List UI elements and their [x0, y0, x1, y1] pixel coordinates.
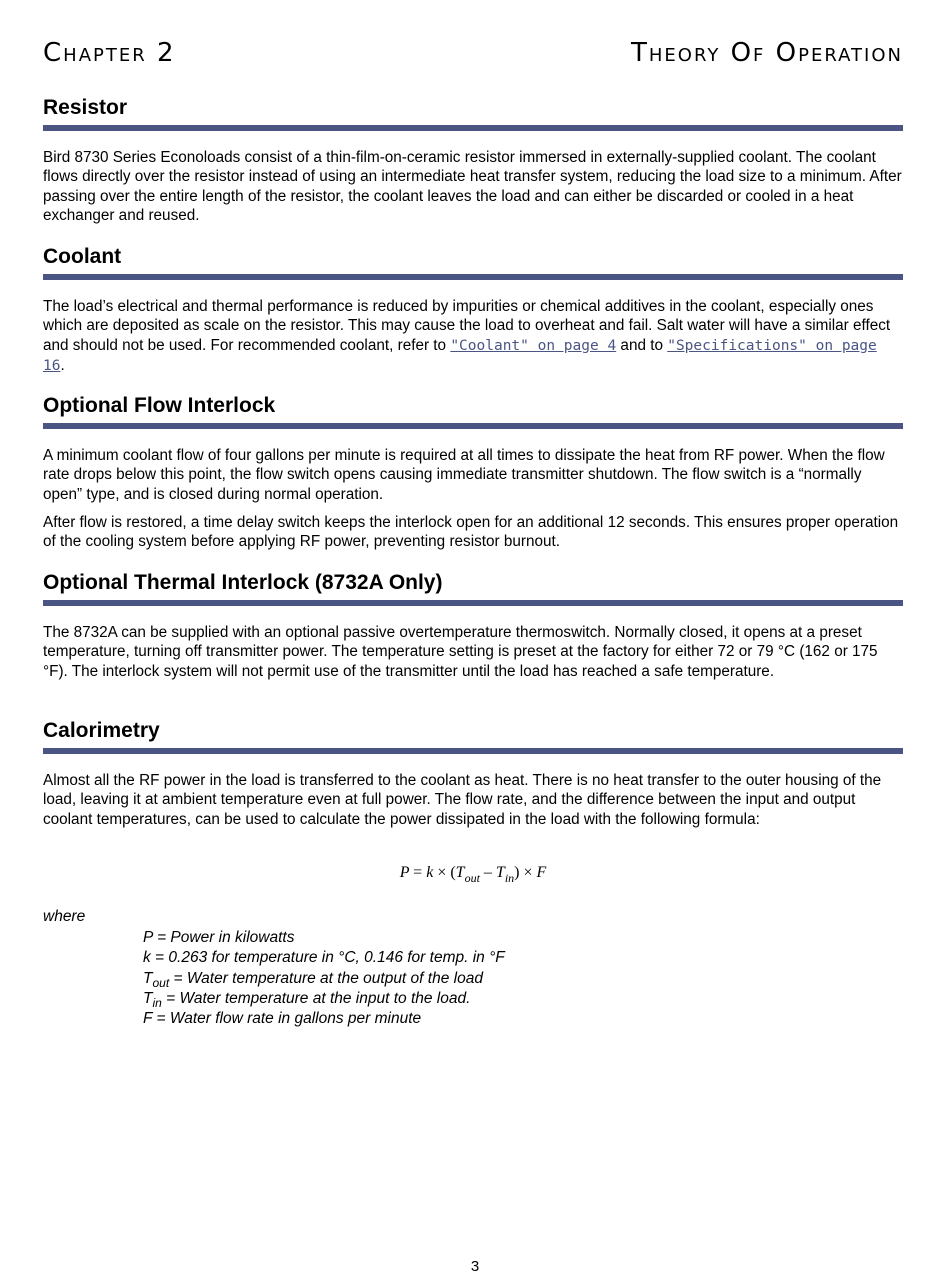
definition-text: = Water temperature at the input to the load.: [161, 989, 471, 1007]
section-heading: Calorimetry: [43, 719, 160, 742]
paragraph: A minimum coolant flow of four gallons per minute is required at all times to dissipate the heat from RF power. When the flow rate drops below this point, the flow switch opens causing immediate transmitter shutdown. The flow switch is a “normally open” type, and is closed during normal operation.: [43, 447, 885, 503]
definition-p: P = Power in kilowatts: [143, 929, 295, 946]
section-rule: [43, 423, 903, 429]
link-specifications-page[interactable]: "Specifications" on page 16: [43, 337, 877, 374]
power-formula: [43, 864, 903, 886]
formula-symbol: k: [426, 864, 434, 881]
section-coolant: [43, 244, 903, 376]
definition-subscript: out: [152, 975, 170, 990]
definition-text: = Water temperature at the output of the load: [169, 969, 483, 987]
link-coolant-page[interactable]: "Coolant" on page 4: [450, 337, 617, 354]
formula-symbol: T: [495, 864, 505, 881]
section-heading: Coolant: [43, 245, 122, 268]
where-label: where: [43, 908, 86, 925]
definition-symbol: T: [143, 989, 153, 1007]
paragraph: The 8732A can be supplied with an optional passive overtemperature thermoswitch. Normally closed, it opens at a preset temperature, turning off transmitter power. The temperature setting is preset at the factory for either 72 or 79 °C (162 or 175 °F). The interlock system will not permit use of the transmitter until the load has reached a safe temperature.: [43, 624, 878, 680]
section-rule: [43, 748, 903, 754]
formula-symbol: F: [536, 864, 547, 881]
formula-symbol: P: [399, 864, 410, 881]
formula-definitions: [143, 928, 505, 1029]
definition-k: k = 0.263 for temperature in °C, 0.146 for temp. in °F: [143, 949, 505, 967]
paragraph: Bird 8730 Series Econoloads consist of a thin-film-on-ceramic resistor immersed in externally-supplied coolant. The coolant flows directly over the resistor instead of using an intermediate heat transfer system, reducing the load size to a minimum. After passing over the entire length of the resistor, the coolant leaves the load and can either be discarded or cooled in a heat exchanger and reused.: [43, 149, 902, 224]
formula-subscript: out: [464, 871, 480, 885]
formula-paren: ): [514, 864, 520, 881]
formula-subscript: in: [504, 871, 515, 885]
formula-operator: –: [483, 864, 492, 881]
section-heading: Optional Thermal Interlock (8732A Only): [43, 571, 443, 594]
formula-symbol: T: [455, 864, 465, 881]
definition-tin: [143, 989, 505, 1009]
chapter-label: Chapter 2: [43, 38, 176, 68]
section-thermal-interlock: [43, 570, 903, 681]
definition-symbol: T: [143, 969, 153, 987]
definition-tout: [143, 969, 505, 989]
section-calorimetry: [43, 718, 903, 829]
formula-operator: ×: [523, 864, 533, 881]
paragraph-text: and to: [616, 336, 668, 354]
section-heading: Optional Flow Interlock: [43, 394, 276, 417]
formula-operator: ×: [437, 864, 447, 881]
section-rule: [43, 274, 903, 280]
definition-subscript: in: [152, 995, 162, 1010]
paragraph: [43, 297, 903, 376]
page-number: 3: [470, 1258, 480, 1275]
paragraph: Almost all the RF power in the load is transferred to the coolant as heat. There is no heat transfer to the outer housing of the load, leaving it at ambient temperature even at full power. The flow rate, and the difference between the input and output coolant temperatures, can be used to calculate the power dissipated in the load with the following formula:: [43, 772, 882, 828]
paragraph-text: The load’s electrical and thermal performance is reduced by impurities or chemical additives in the coolant, especially ones which are deposited as scale on the resistor. This may cause the load to overheat and fail. Salt water will have a similar effect and should not be used. For recommended coolant, refer to: [43, 298, 891, 354]
formula-operator: =: [413, 864, 423, 881]
section-rule: [43, 600, 903, 606]
section-rule: [43, 125, 903, 131]
section-resistor: [43, 95, 903, 225]
section-flow-interlock: [43, 393, 903, 551]
paragraph-text: .: [60, 356, 65, 374]
definition-f: F = Water flow rate in gallons per minute: [143, 1010, 422, 1028]
paragraph: After flow is restored, a time delay switch keeps the interlock open for an additional 12 seconds. This ensures proper operation of the cooling system before applying RF power, preventing resistor burnout.: [43, 513, 899, 551]
section-heading: Resistor: [43, 96, 128, 119]
chapter-title: Theory Of Operation: [631, 38, 903, 68]
running-header: [43, 38, 903, 72]
formula-paren: (: [450, 864, 456, 881]
